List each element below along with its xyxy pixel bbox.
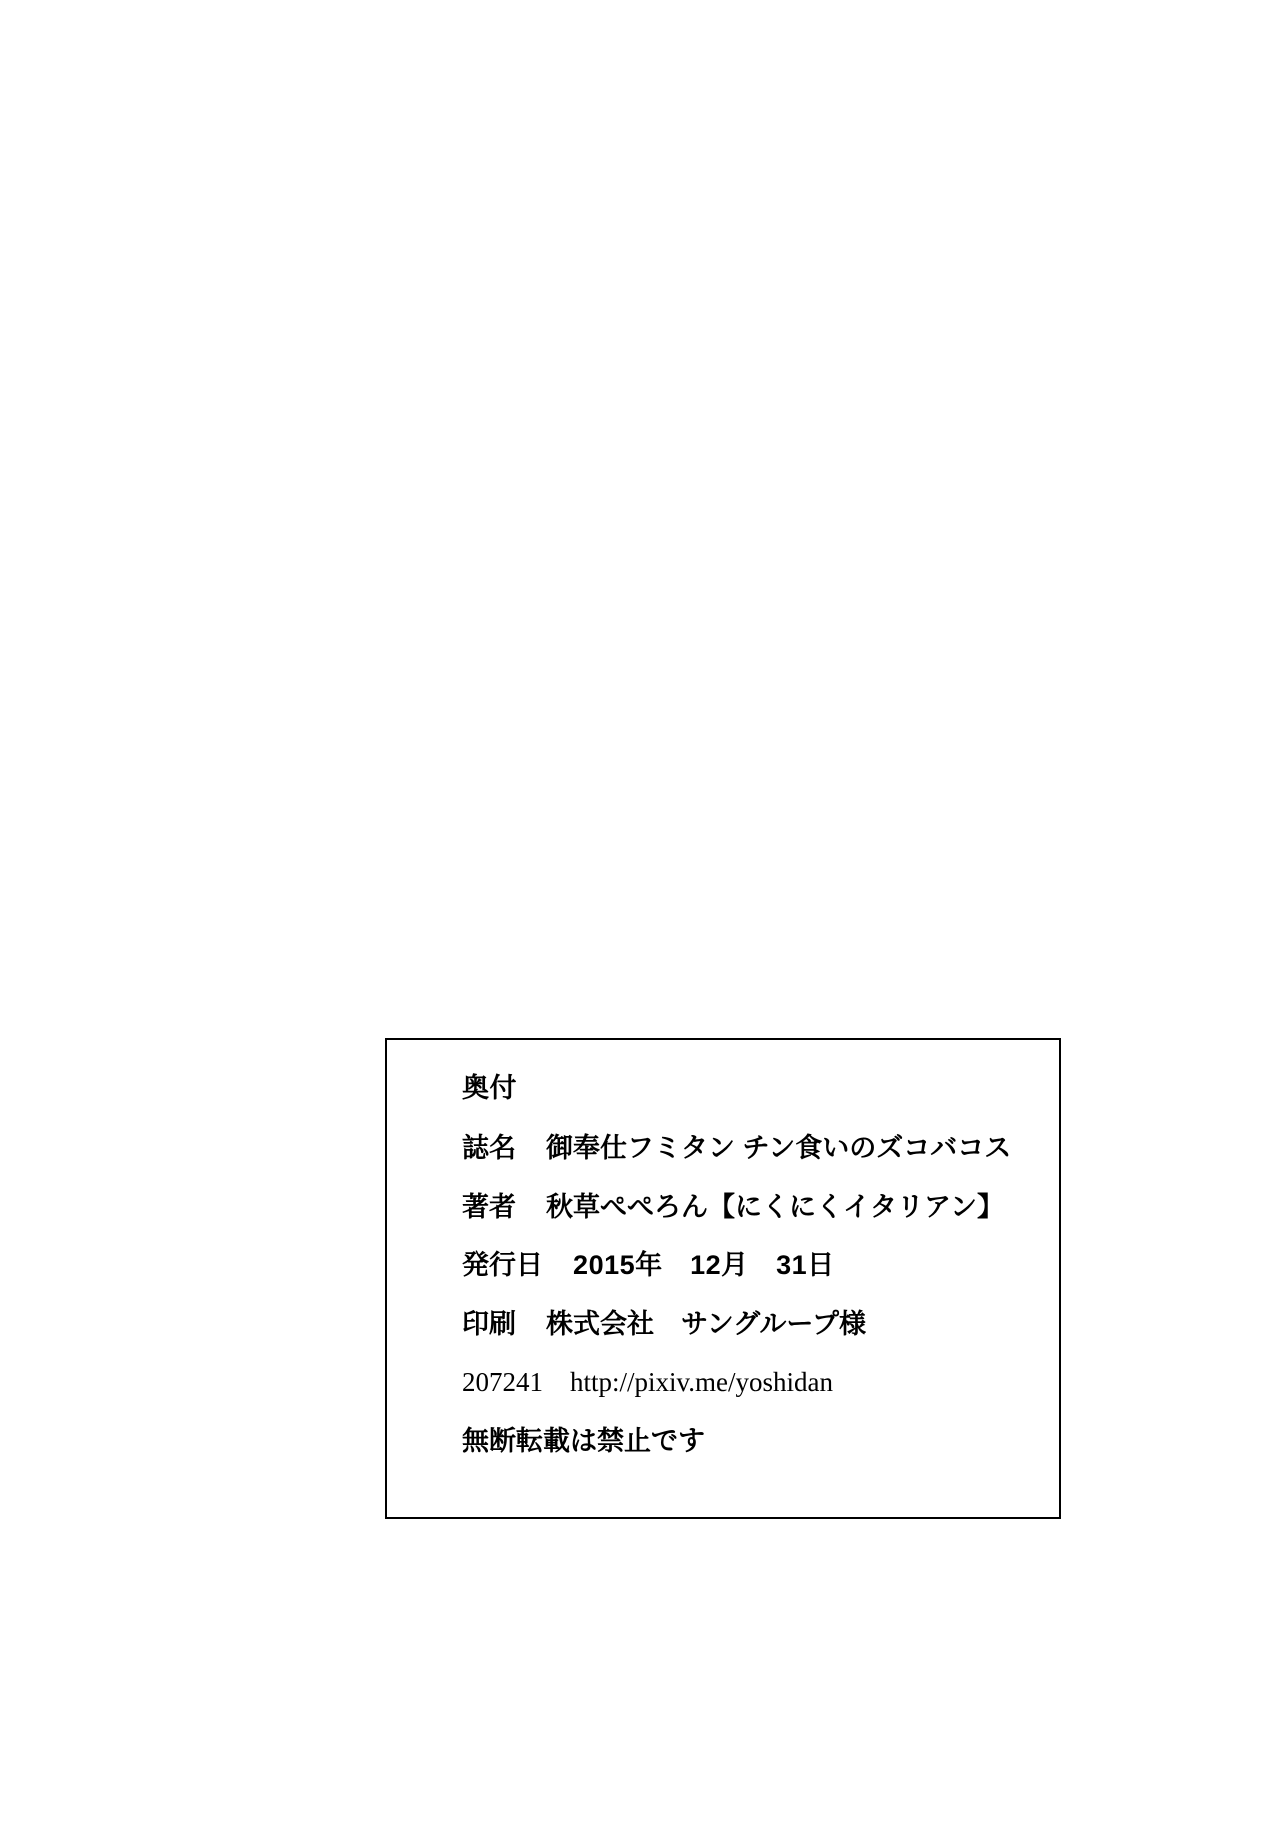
colophon-row-title-label: 誌名 [462,1133,516,1164]
colophon-row-title-value: 御奉仕フミタン チン食いのズコバコス [546,1133,1012,1164]
colophon-row-pixiv-value: 207241 http://pixiv.me/yoshidan [462,1367,833,1398]
colophon-row-date [462,1247,1039,1283]
colophon-content [462,1072,1039,1459]
colophon-row-printer-value: 株式会社 サングループ様 [546,1308,866,1339]
colophon-box [385,1038,1061,1519]
colophon-heading: 奥付 [462,1073,517,1103]
colophon-row-pixiv [462,1364,1039,1400]
colophon-row-author-label: 著者 [462,1191,516,1222]
colophon-row-printer [462,1306,1039,1342]
colophon-row-notice [462,1423,1039,1459]
colophon-row-author-value: 秋草ぺぺろん【にくにくイタリアン】 [546,1191,1004,1222]
colophon-row-date-value: 2015年 12月 31日 [573,1250,835,1281]
colophon-row-title [462,1130,1039,1166]
colophon-row-author [462,1189,1039,1225]
colophon-row-printer-label: 印刷 [462,1308,516,1339]
colophon-row-date-label: 発行日 [462,1250,543,1281]
colophon-row-notice-value: 無断転載は禁止です [462,1425,705,1456]
